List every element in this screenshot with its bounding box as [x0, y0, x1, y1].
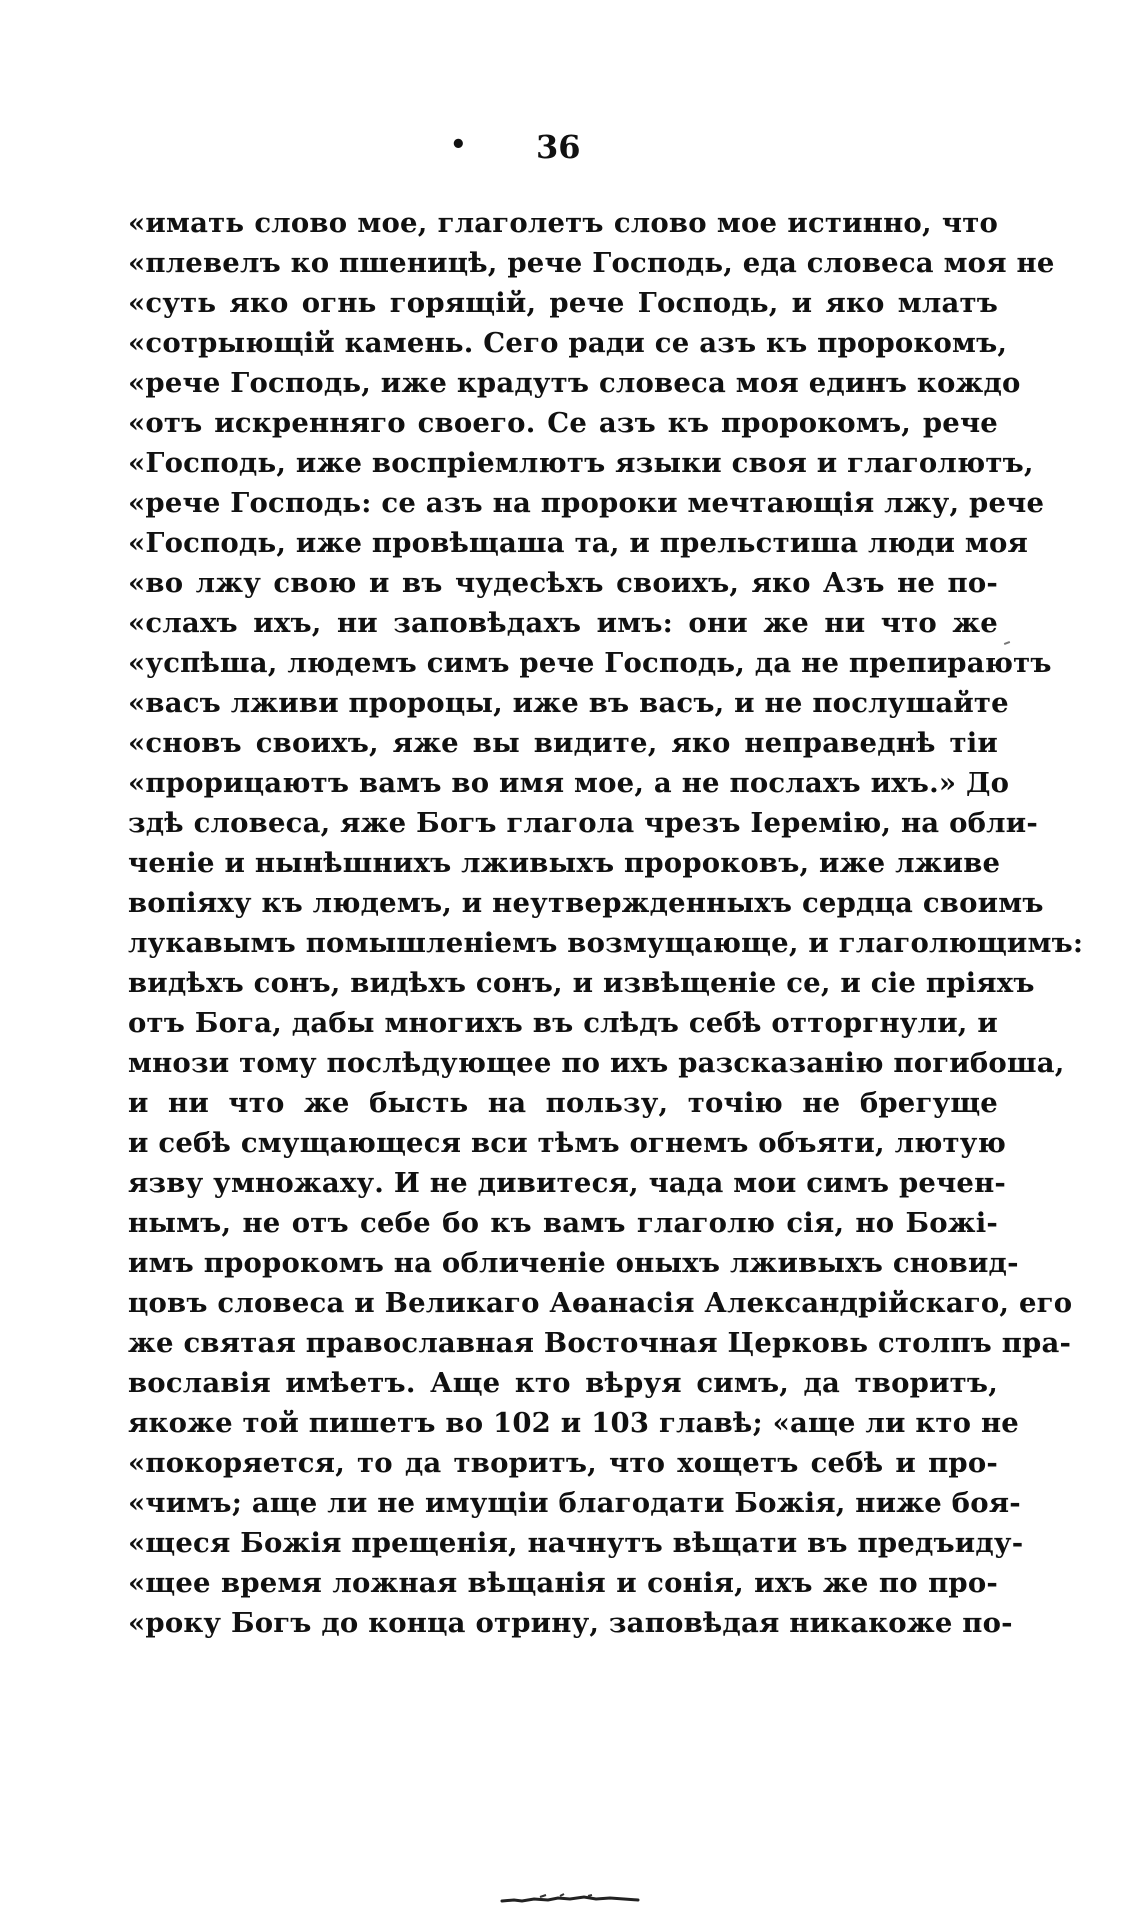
- body-text: [128, 203, 1084, 1643]
- text-line: якоже той пишетъ во 102 и 103 главѣ; «аще ли кто не: [128, 1407, 1020, 1439]
- text-line: нымъ, не отъ себе бо къ вамъ глаголю сія, но Божі-: [128, 1207, 998, 1239]
- text-line: вопіяху къ людемъ, и неутвержденныхъ сердца своимъ: [128, 887, 1044, 919]
- text-line: «васъ лживи пророцы, иже въ васъ, и не послушайте: [128, 687, 1009, 719]
- text-line: «отъ искренняго своего. Се азъ къ пророкомъ, рече: [128, 407, 998, 439]
- text-line: ченіе и нынѣшнихъ лживыхъ пророковъ, иже лживе: [128, 847, 1001, 879]
- text-line: «имать слово мое, глаголетъ слово мое истинно, что: [128, 207, 998, 239]
- text-line: и себѣ смущающеся вси тѣмъ огнемъ объяти, лютую: [128, 1127, 1006, 1159]
- text-line: «во лжу свою и въ чудесѣхъ своихъ, яко Азъ не по-: [128, 567, 998, 599]
- bottom-ink-smudge: [500, 1893, 640, 1905]
- text-line: «рече Господь: се азъ на пророки мечтающія лжу, рече: [128, 487, 1045, 519]
- margin-speck: [1004, 641, 1010, 645]
- text-line: отъ Бога, дабы многихъ въ слѣдъ себѣ отторгнули, и: [128, 1007, 998, 1039]
- text-line: здѣ словеса, яже Богъ глагола чрезъ Іеремію, на обли-: [128, 807, 1038, 839]
- text-line: видѣхъ сонъ, видѣхъ сонъ, и извѣщеніе се, и сіе пріяхъ: [128, 967, 1035, 999]
- text-line: «Господь, иже провѣщаша та, и прельстиша люди моя: [128, 527, 1029, 559]
- text-line: «щее время ложная вѣщанія и сонія, ихъ же по про-: [128, 1567, 998, 1599]
- text-line: «Господь, иже воспріемлютъ языки своя и глаголютъ,: [128, 447, 1034, 479]
- text-line: «року Богъ до конца отрину, заповѣдая никакоже по-: [128, 1607, 1013, 1639]
- text-line: имъ пророкомъ на обличеніе оныхъ лживыхъ сновид-: [128, 1247, 1019, 1279]
- text-line: «щеся Божія прещенія, начнутъ вѣщати въ предъиду-: [128, 1527, 1024, 1559]
- text-line: «покоряется, то да творитъ, что хощетъ себѣ и про-: [128, 1447, 998, 1479]
- text-line: «прорицаютъ вамъ во имя мое, а не послахъ ихъ.» До: [128, 767, 1010, 799]
- text-line: «сновъ своихъ, яже вы видите, яко неправеднѣ тіи: [128, 727, 998, 759]
- text-line: «сотрыющій камень. Сего ради се азъ къ пророкомъ,: [128, 327, 1008, 359]
- page-mark: •: [450, 130, 467, 160]
- text-line: мнози тому послѣдующее по ихъ разсказанію погибоша,: [128, 1047, 1065, 1079]
- text-line: «рече Господь, иже крадутъ словеса моя единъ кождо: [128, 367, 1021, 399]
- text-line: и ни что же бысть на пользу, точію не брегуще: [128, 1087, 998, 1119]
- text-line: цовъ словеса и Великаго Аѳанасія Александрійскаго, его: [128, 1287, 1073, 1319]
- text-line: вославія имѣетъ. Аще кто вѣруя симъ, да творитъ,: [128, 1367, 998, 1399]
- text-line: лукавымъ помышленіемъ возмущающе, и глаголющимъ:: [128, 927, 1084, 959]
- text-line: же святая православная Восточная Церковь столпъ пра-: [128, 1327, 1072, 1359]
- text-line: «суть яко огнь горящій, рече Господь, и яко млатъ: [128, 287, 998, 319]
- text-line: «успѣша, людемъ симъ рече Господь, да не препираютъ: [128, 647, 1052, 679]
- text-line: «плевелъ ко пшеницѣ, рече Господь, еда словеса моя не: [128, 247, 1055, 279]
- text-line: «слахъ ихъ, ни заповѣдахъ имъ: они же ни что же: [128, 607, 998, 639]
- page-number: 36: [536, 128, 581, 166]
- text-line: «чимъ; аще ли не имущіи благодати Божія, ниже боя-: [128, 1487, 1021, 1519]
- text-line: язву умножаху. И не дивитеся, чада мои симъ речен-: [128, 1167, 1007, 1199]
